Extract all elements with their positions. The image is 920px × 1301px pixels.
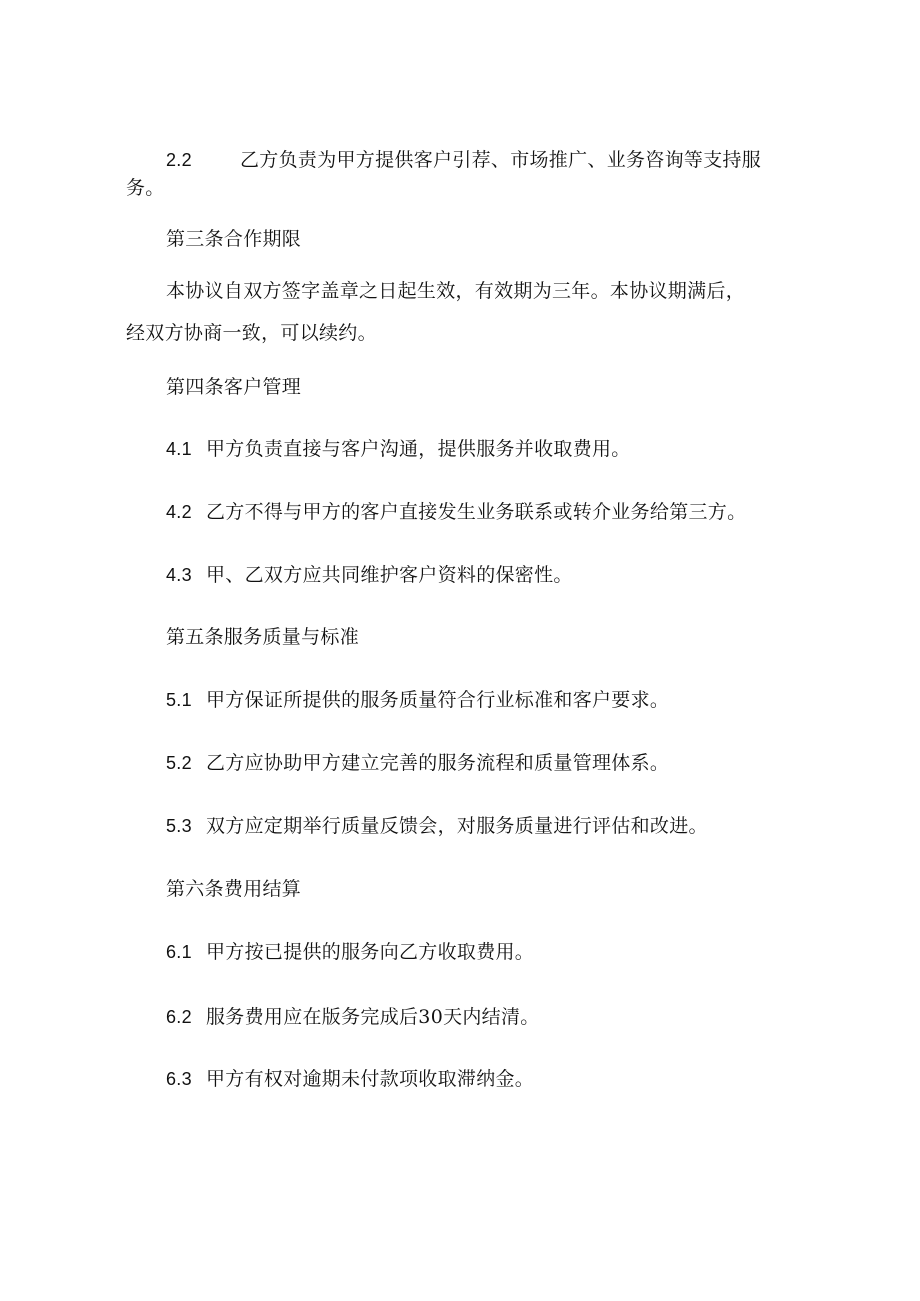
- clause-text: 乙方不得与甲方的客户直接发生业务联系或转介业务给第三方。: [206, 501, 747, 523]
- clause-text-continued: 务。: [126, 177, 165, 199]
- clause-number: 4.1: [166, 439, 192, 459]
- clause-text: 乙方负责为甲方提供客户引荐、市场推广、业务咨询等支持服: [240, 149, 762, 171]
- clause-number: 2.2: [166, 150, 192, 170]
- article-6-heading: 第六条费用结算: [166, 878, 302, 900]
- clause-number: 5.3: [166, 816, 192, 836]
- article-3-paragraph-line1: 本协议自双方签字盖章之日起生效，有效期为三年。本协议期满后，: [166, 280, 746, 302]
- clause-text: 甲方保证所提供的服务质量符合行业标准和客户要求。: [206, 689, 670, 711]
- clause-number: 4.3: [166, 565, 192, 585]
- article-3-paragraph-line2: 经双方协商一致，可以续约。: [126, 322, 377, 344]
- clause-6-1: [166, 938, 534, 966]
- clause-4-3: [166, 561, 573, 589]
- clause-text: 甲方按已提供的服务向乙方收取费用。: [206, 941, 535, 963]
- clause-text: 乙方应协助甲方建立完善的服务流程和质量管理体系。: [206, 752, 670, 774]
- clause-2-2-line2: [126, 174, 165, 202]
- clause-number: 5.1: [166, 690, 192, 710]
- clause-text: 甲方有权对逾期未付款项收取滞纳金。: [206, 1068, 535, 1090]
- clause-text: 甲、乙双方应共同维护客户资料的保密性。: [206, 564, 573, 586]
- clause-number: 6.3: [166, 1069, 192, 1089]
- clause-number: 6.2: [166, 1007, 192, 1027]
- clause-text: 双方应定期举行质量反馈会，对服务质量进行评估和改进。: [206, 815, 708, 837]
- clause-5-3: [166, 812, 708, 840]
- article-3-heading: 第三条合作期限: [166, 228, 302, 250]
- article-4-heading: 第四条客户管理: [166, 376, 302, 398]
- clause-6-3: [166, 1065, 534, 1093]
- clause-4-1: [166, 435, 631, 463]
- article-5-heading: 第五条服务质量与标准: [166, 626, 360, 648]
- clause-5-1: [166, 686, 669, 714]
- clause-5-2: [166, 749, 669, 777]
- clause-4-2: [166, 498, 746, 526]
- clause-text: 甲方负责直接与客户沟通，提供服务并收取费用。: [206, 438, 631, 460]
- clause-text: 服务费用应在版务完成后30天内结清。: [206, 1006, 540, 1028]
- clause-number: 4.2: [166, 502, 192, 522]
- clause-number: 5.2: [166, 753, 192, 773]
- clause-2-2-line1: [166, 146, 761, 174]
- clause-number: 6.1: [166, 942, 192, 962]
- clause-6-2: [166, 1003, 540, 1031]
